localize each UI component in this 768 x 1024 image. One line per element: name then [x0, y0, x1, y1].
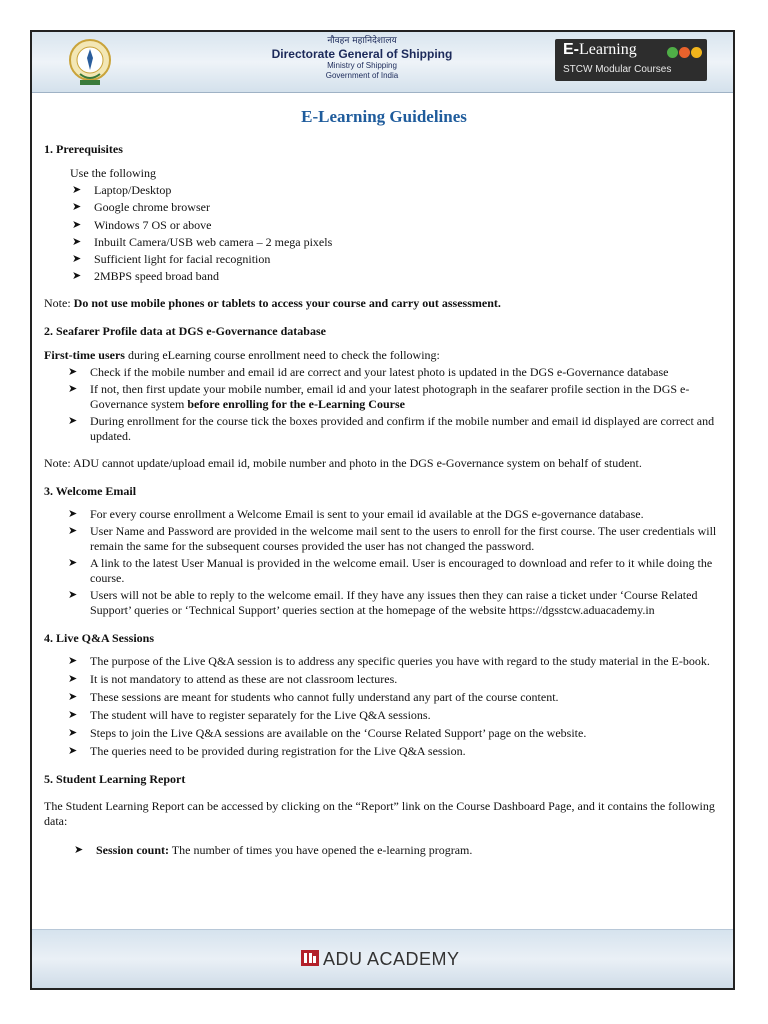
list-item: ➤ Google chrome browser: [72, 200, 210, 215]
report-list: [44, 843, 724, 858]
arrow-bullet-icon: ➤: [72, 270, 82, 283]
list-item: ➤ Inbuilt Camera/USB web camera – 2 mega pixels: [72, 234, 333, 249]
document-title: E-Learning Guidelines: [301, 107, 467, 126]
list-item: ➤ Check if the mobile number and email id are correct and your latest photo is updated in the DGS e-Governance database: [68, 365, 669, 380]
profile-list: [44, 365, 724, 444]
list-item: ➤ The queries need to be provided during registration for the Live Q&A session.: [68, 744, 466, 759]
profile-note: Note: ADU cannot update/upload email id, mobile number and photo in the DGS e-Governance system on behalf of student.: [44, 456, 642, 471]
profile-intro: First-time users during eLearning course enrollment need to check the following:: [44, 348, 440, 363]
elearning-logo: [555, 39, 707, 81]
welcome-list: [44, 507, 724, 618]
page-header: [32, 32, 733, 93]
government-name: Government of India: [325, 71, 399, 80]
list-item: ➤ The student will have to register separately for the Live Q&A sessions.: [68, 708, 431, 723]
arrow-bullet-icon: ➤: [72, 235, 82, 248]
list-item: ➤ Session count: The number of times you have opened the e-learning program.: [74, 843, 473, 858]
arrow-bullet-icon: ➤: [68, 673, 78, 686]
adu-logo-icon: [300, 948, 320, 968]
arrow-bullet-icon: ➤: [68, 727, 78, 740]
arrow-bullet-icon: ➤: [68, 366, 78, 379]
list-item: ➤ Windows 7 OS or above: [72, 217, 212, 232]
prereq-intro: Use the following: [70, 166, 156, 180]
arrow-bullet-icon: ➤: [68, 691, 78, 704]
ministry-name: Ministry of Shipping: [327, 61, 397, 70]
list-item: ➤ Steps to join the Live Q&A sessions are available on the ‘Course Related Support’ page on the website.: [68, 726, 587, 741]
arrow-bullet-icon: ➤: [68, 745, 78, 758]
list-item: ➤ User Name and Password are provided in the welcome mail sent to the users to enroll for the first course. The user credentials will remain the same for the subsequent courses provided the user has not changed the password.: [68, 524, 717, 554]
list-item: ➤ It is not mandatory to attend as these are not classroom lectures.: [68, 672, 398, 687]
list-item: ➤ If not, then first update your mobile number, email id and your latest photograph in the seafarer profile section in the DGS e-Governance system before enrolling for the e-Learning Course: [68, 382, 690, 412]
list-item: ➤ These sessions are meant for students who cannot fully understand any part of the course content.: [68, 690, 559, 705]
elearning-logo-subtitle: STCW Modular Courses: [563, 64, 672, 75]
section-heading-prerequisites: 1. Prerequisites: [44, 142, 123, 156]
section-heading-welcome-email: 3. Welcome Email: [44, 484, 137, 499]
document-page: [30, 30, 735, 990]
arrow-bullet-icon: ➤: [72, 253, 82, 266]
list-item: ➤ A link to the latest User Manual is provided in the welcome email. User is encouraged to download and refer to it while doing the course.: [68, 556, 713, 586]
elearning-logo-title: E-Learning: [563, 41, 637, 58]
elearning-logo-icons: [667, 45, 703, 63]
section-heading-learning-report: 5. Student Learning Report: [44, 772, 186, 787]
live-qa-list: [44, 654, 724, 759]
arrow-bullet-icon: ➤: [68, 655, 78, 668]
arrow-bullet-icon: ➤: [68, 589, 78, 602]
arrow-bullet-icon: ➤: [68, 415, 78, 428]
document-body: [44, 94, 724, 858]
arrow-bullet-icon: ➤: [68, 709, 78, 722]
dgs-title-block: [232, 36, 492, 81]
list-item: ➤ The purpose of the Live Q&A session is to address any specific queries you have with regard to the study material in the E-book.: [68, 654, 710, 669]
page-footer: [32, 929, 733, 988]
arrow-bullet-icon: ➤: [68, 557, 78, 570]
list-item: ➤ 2MBPS speed broad band: [72, 269, 219, 284]
arrow-bullet-icon: ➤: [72, 184, 82, 196]
adu-academy-text: ADU ACADEMY: [323, 949, 460, 969]
arrow-bullet-icon: ➤: [72, 218, 82, 231]
list-item: ➤ During enrollment for the course tick the boxes provided and confirm if the mobile number and email id displayed are correct and updated.: [68, 414, 715, 444]
prereq-note: Note: Do not use mobile phones or tablets to access your course and carry out assessment.: [44, 296, 501, 311]
section-heading-live-qa: 4. Live Q&A Sessions: [44, 631, 155, 646]
list-item: ➤ Laptop/Desktop: [72, 183, 172, 197]
adu-academy-logo: [300, 948, 460, 970]
section-heading-profile: 2. Seafarer Profile data at DGS e-Governance database: [44, 324, 326, 339]
arrow-bullet-icon: ➤: [74, 844, 84, 857]
list-item: ➤ For every course enrollment a Welcome Email is sent to your email id available at the DGS e-governance database.: [68, 507, 644, 522]
arrow-bullet-icon: ➤: [68, 525, 78, 538]
prereq-list: [44, 183, 724, 284]
list-item: ➤ Sufficient light for facial recognition: [72, 252, 271, 267]
list-item: ➤ Users will not be able to reply to the welcome email. If they have any issues then they can raise a ticket under ‘Course Related Support’ queries or ‘Technical Support’ queries section at the homepage of the website https://dgsstcw.aduacademy.in: [68, 588, 698, 618]
report-intro: The Student Learning Report can be accessed by clicking on the “Report” link on the Course Dashboard Page, and it contains the following data:: [44, 799, 715, 829]
arrow-bullet-icon: ➤: [68, 383, 78, 396]
arrow-bullet-icon: ➤: [68, 508, 78, 521]
org-name: Directorate General of Shipping: [271, 47, 453, 61]
arrow-bullet-icon: ➤: [72, 201, 82, 214]
hindi-title: नौवहन महानिदेशालय: [327, 36, 397, 46]
dgs-emblem-icon: [66, 36, 114, 88]
